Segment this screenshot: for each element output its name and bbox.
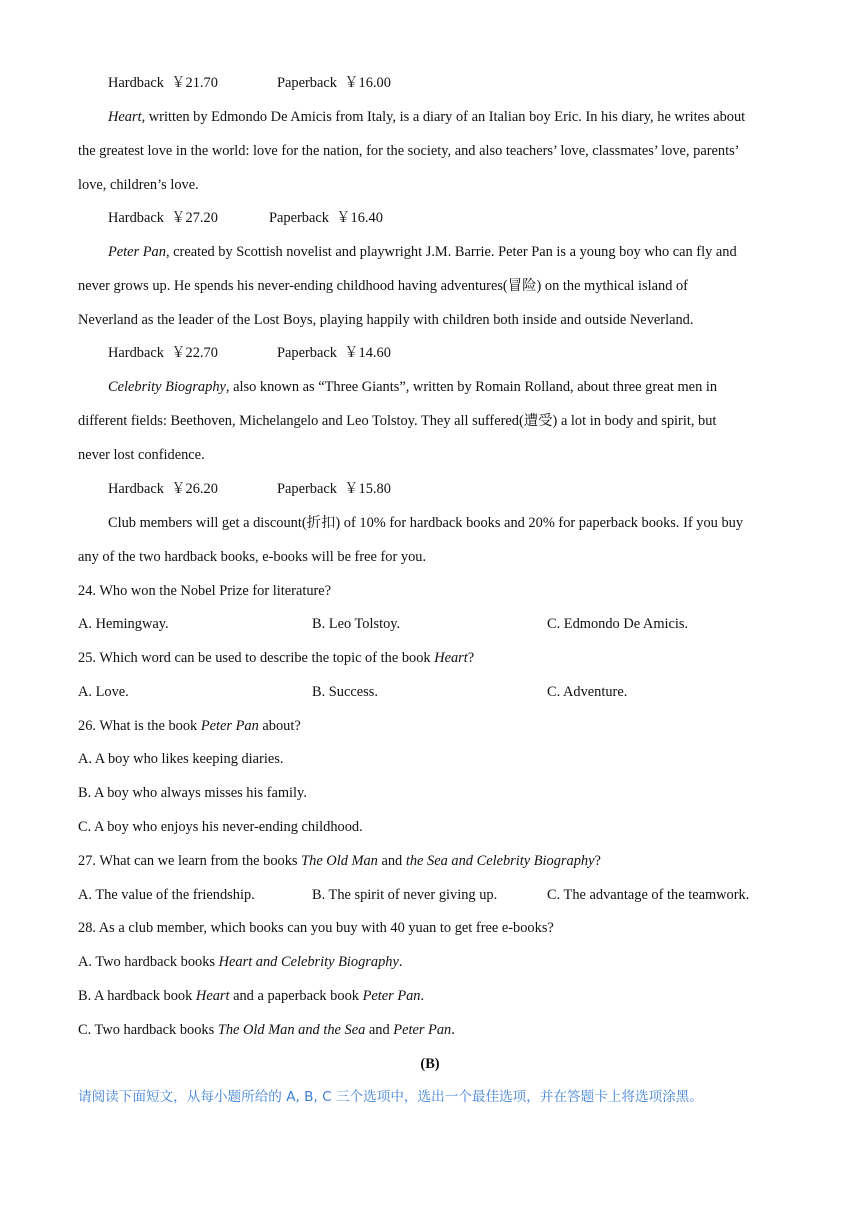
question-26-option-c[interactable]: C. A boy who enjoys his never-ending childhood.: [78, 819, 363, 835]
question-27-option-a[interactable]: A. The value of the friendship.: [78, 887, 255, 903]
question-24-option-c[interactable]: C. Edmondo De Amicis.: [547, 616, 689, 632]
question-27-stem: 27. What can we learn from the books The Old Man and the Sea and Celebrity Biography?: [78, 853, 601, 869]
question-25-option-a[interactable]: A. Love.: [78, 684, 129, 700]
paperback-price: ￥16.40: [336, 210, 383, 226]
paperback-price: ￥16.00: [344, 75, 391, 91]
book-description-line: Celebrity Biography, also known as “Three Giants”, written by Romain Rolland, about three great men in: [108, 379, 718, 395]
book-description-line: never grows up. He spends his never-ending childhood having adventures(冒险) on the mythical island of: [78, 278, 688, 294]
book-description-line: Neverland as the leader of the Lost Boys, playing happily with children both inside and outside Neverland.: [78, 312, 694, 328]
price-row: [108, 73, 391, 93]
paperback-label: Paperback: [277, 481, 337, 497]
hardback-label: Hardback: [108, 481, 164, 497]
hardback-price: ￥22.70: [171, 345, 218, 361]
hardback-label: Hardback: [108, 210, 164, 226]
section-b-heading: (B): [420, 1056, 440, 1072]
question-24-stem: 24. Who won the Nobel Prize for literature?: [78, 583, 332, 599]
book-title: Celebrity Biography: [108, 379, 226, 395]
question-26-stem: 26. What is the book Peter Pan about?: [78, 718, 301, 734]
paperback-label: Paperback: [277, 75, 337, 91]
question-28-option-c[interactable]: C. Two hardback books The Old Man and the Sea and Peter Pan.: [78, 1022, 455, 1038]
question-25-option-c[interactable]: C. Adventure.: [547, 684, 628, 700]
book-description-line: Peter Pan, created by Scottish novelist and playwright J.M. Barrie. Peter Pan is a young boy who can fly and: [108, 244, 737, 260]
question-25-stem: 25. Which word can be used to describe the topic of the book Heart?: [78, 650, 475, 666]
hardback-label: Hardback: [108, 75, 164, 91]
question-24-option-a[interactable]: A. Hemingway.: [78, 616, 169, 632]
book-description-line: Heart, written by Edmondo De Amicis from Italy, is a diary of an Italian boy Eric. In his diary, he writes about: [108, 109, 746, 125]
price-row: [108, 208, 383, 228]
section-b-instruction: 请阅读下面短文，从每小题所给的 A, B, C 三个选项中，选出一个最佳选项，并在答题卡上将选项涂黑。: [78, 1089, 703, 1105]
hardback-label: Hardback: [108, 345, 164, 361]
book-title: Peter Pan,: [108, 244, 170, 260]
question-28-option-a[interactable]: A. Two hardback books Heart and Celebrity Biography.: [78, 954, 403, 970]
paperback-price: ￥15.80: [344, 481, 391, 497]
book-description-line: never lost confidence.: [78, 447, 205, 463]
book-title: Heart: [108, 109, 142, 125]
question-27-option-c[interactable]: C. The advantage of the teamwork.: [547, 887, 750, 903]
paperback-label: Paperback: [269, 210, 329, 226]
price-row: [108, 343, 391, 363]
question-24-option-b[interactable]: B. Leo Tolstoy.: [312, 616, 401, 632]
price-row: [108, 479, 391, 499]
question-28-option-b[interactable]: B. A hardback book Heart and a paperback book Peter Pan.: [78, 988, 425, 1004]
paperback-label: Paperback: [277, 345, 337, 361]
book-description-line: the greatest love in the world: love for the nation, for the society, and also teachers’ love, classmates’ love, parents’: [78, 143, 740, 159]
question-27-option-b[interactable]: B. The spirit of never giving up.: [312, 887, 498, 903]
hardback-price: ￥21.70: [171, 75, 218, 91]
hardback-price: ￥26.20: [171, 481, 218, 497]
club-note-line: Club members will get a discount(折扣) of 10% for hardback books and 20% for paperback books. If you buy: [108, 515, 744, 531]
question-28-stem: 28. As a club member, which books can you buy with 40 yuan to get free e-books?: [78, 920, 554, 936]
paperback-price: ￥14.60: [344, 345, 391, 361]
question-26-option-b[interactable]: B. A boy who always misses his family.: [78, 785, 307, 801]
club-note-line: any of the two hardback books, e-books will be free for you.: [78, 549, 427, 565]
hardback-price: ￥27.20: [171, 210, 218, 226]
book-description-line: different fields: Beethoven, Michelangelo and Leo Tolstoy. They all suffered(遭受) a lot in body and spirit, but: [78, 413, 717, 429]
question-26-option-a[interactable]: A. A boy who likes keeping diaries.: [78, 751, 284, 767]
book-description-line: love, children’s love.: [78, 177, 199, 193]
question-25-option-b[interactable]: B. Success.: [312, 684, 378, 700]
